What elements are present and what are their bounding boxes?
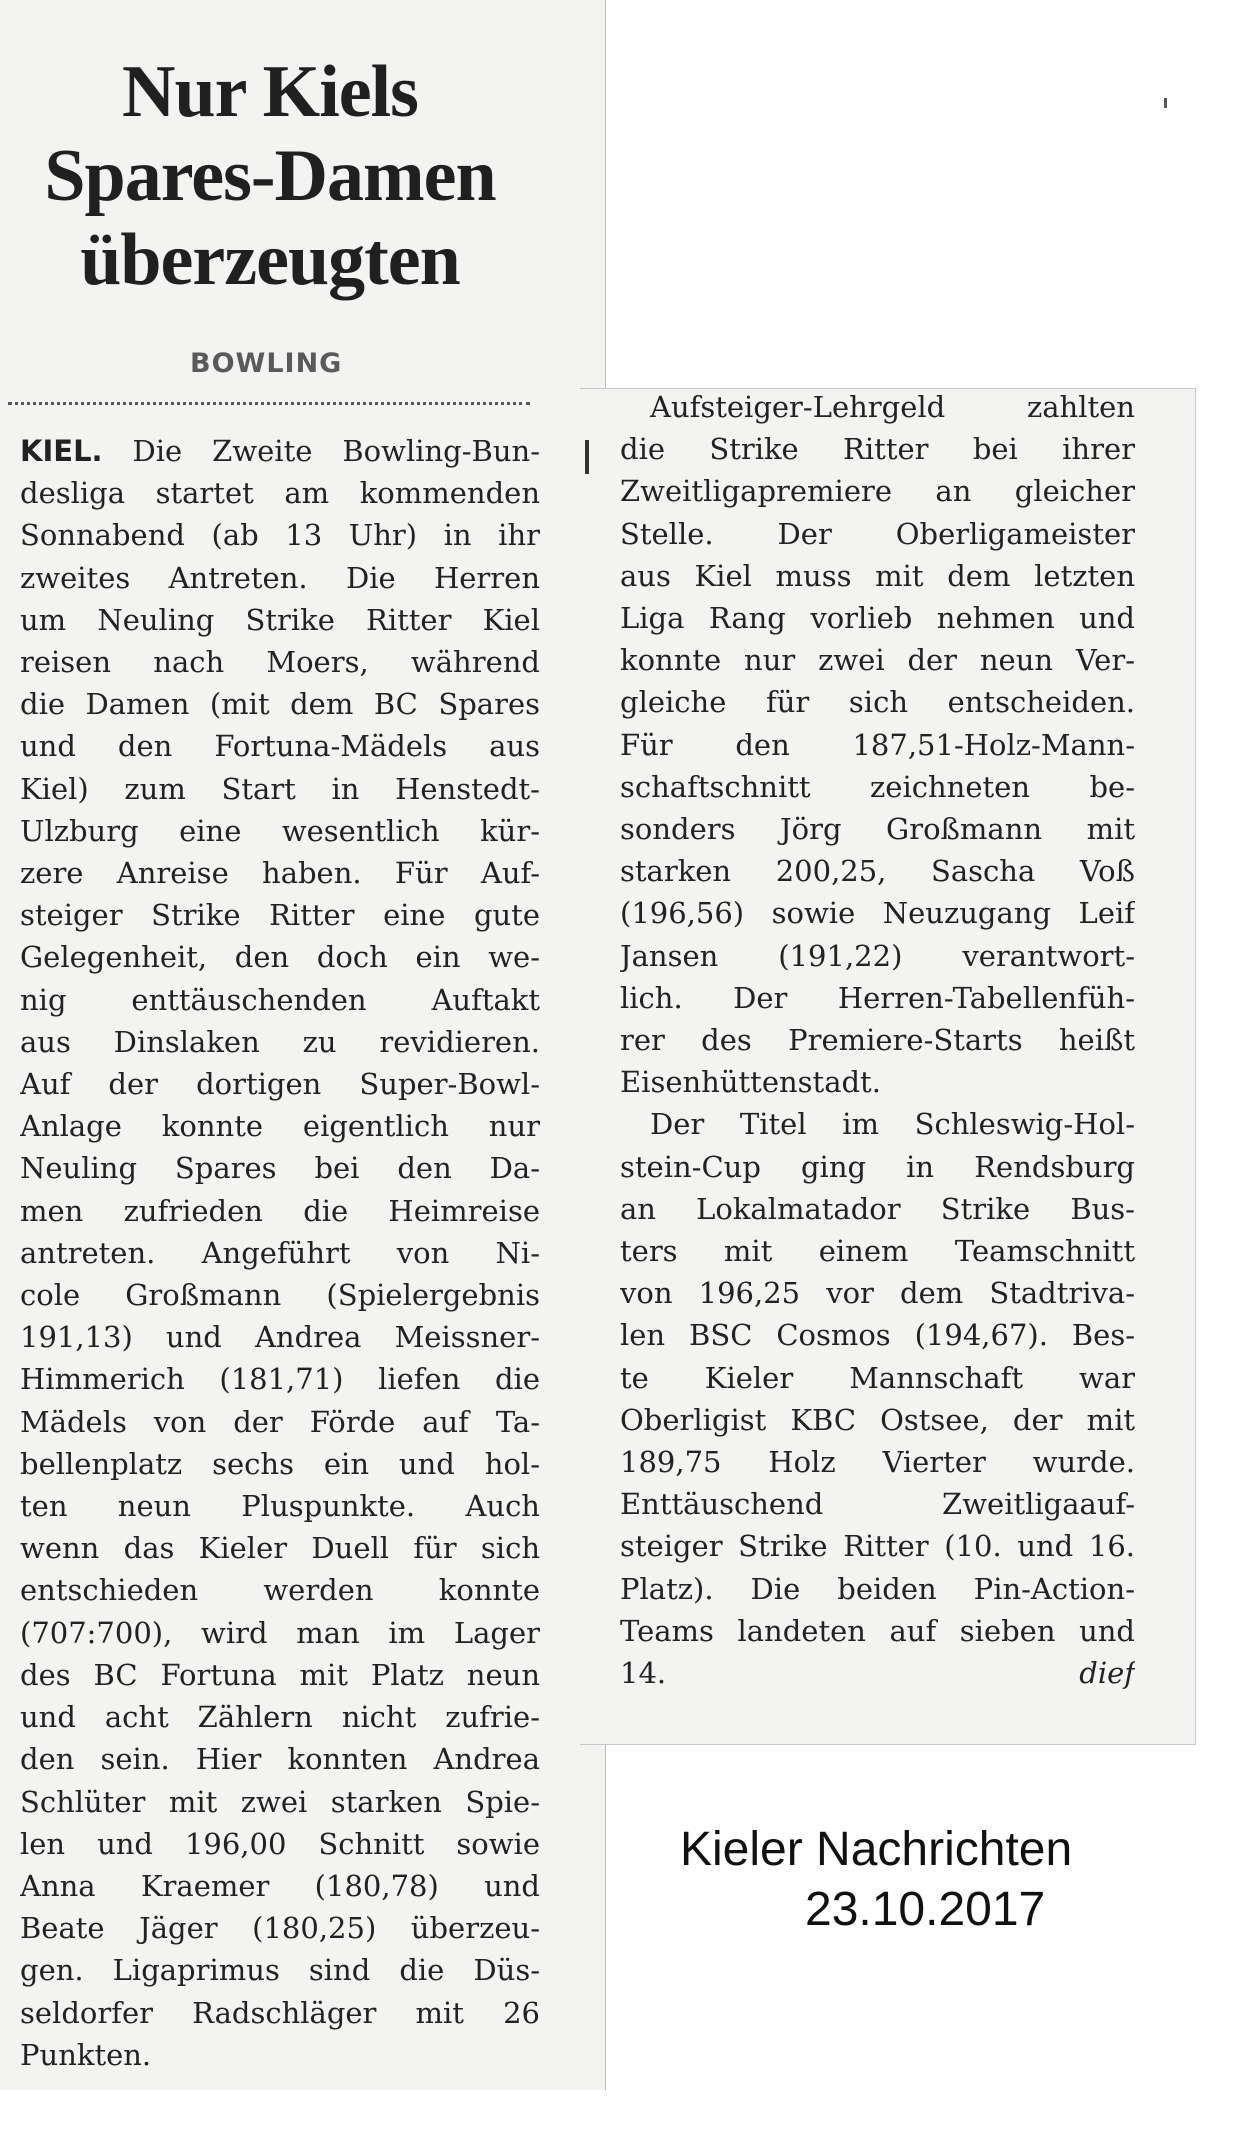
article-line: von 196,25 vor dem Stadtriva- [620,1276,1135,1311]
source-note [680,1820,1072,1940]
article-line: des BC Fortuna mit Platz neun [20,1657,540,1692]
article-line: und den Fortuna-Mädels aus [20,729,540,764]
article-line: starken 200,25, Sascha Voß [620,854,1135,889]
headline-line: Spares-Damen [44,135,496,217]
article-line: Auf der dortigen Super-Bowl- [20,1067,540,1102]
article-line: Schlüter mit zwei starken Spie- [20,1784,540,1819]
margin-mark [585,440,589,474]
article-line: Mädels von der Förde auf Ta- [20,1404,540,1439]
dateline: KIEL. [20,434,103,468]
article-line: (196,56) sowie Neuzugang Leif [620,896,1135,931]
article-line: Kiel) zum Start in Henstedt- [20,771,540,806]
article-line: Gelegenheit, den doch ein we- [20,940,540,975]
article-line: gleiche für sich entscheiden. [620,685,1135,720]
article-line: die Strike Ritter bei ihrer [620,432,1135,467]
article-line: 189,75 Holz Vierter wurde. [620,1445,1135,1480]
article-line: Zweitligapremiere an gleicher [620,474,1135,509]
article-line: len und 196,00 Schnitt sowie [20,1826,540,1861]
article-line: 191,13) und Andrea Meissner- [20,1320,540,1355]
section-kicker: BOWLING [190,348,343,379]
article-line: reisen nach Moers, während [20,645,540,680]
article-line: aus Dinslaken zu revidieren. [20,1024,540,1059]
article-line: Der Titel im Schleswig-Hol- [650,1107,1135,1142]
article-line: (707:700), wird man im Lager [20,1615,540,1650]
article-line: ten neun Pluspunkte. Auch [20,1489,540,1524]
article-line: Teams landeten auf sieben und [620,1613,1135,1648]
article-line: die Damen (mit dem BC Spares [20,687,540,722]
article-line: Eisenhüttenstadt. [620,1065,881,1100]
article-line: len BSC Cosmos (194,67). Bes- [620,1318,1135,1353]
dotted-divider [8,402,530,405]
article-line: antreten. Angeführt von Ni- [20,1235,540,1270]
article-line: entschieden werden konnte [20,1573,540,1608]
article-line: Stelle. Der Oberligameister [620,516,1135,551]
article-line: Ulzburg eine wesentlich kür- [20,813,540,848]
scan-speck [1164,98,1167,108]
article-line: Anna Kraemer (180,78) und [20,1868,540,1903]
article-line-text: 14. [620,1656,667,1691]
article-line: men zufrieden die Heimreise [20,1193,540,1228]
article-line: Enttäuschend Zweitligaauf- [620,1487,1135,1522]
article-line: te Kieler Mannschaft war [620,1360,1135,1395]
article-column-left [20,430,540,2076]
article-column-right [620,386,1135,1694]
article-line: steiger Strike Ritter eine gute [20,898,540,933]
article-line: Platz). Die beiden Pin-Action- [620,1571,1135,1606]
article-line: wenn das Kieler Duell für sich [20,1531,540,1566]
article-line: stein-Cup ging in Rendsburg [620,1149,1135,1184]
article-line: Himmerich (181,71) liefen die [20,1362,540,1397]
article-line: Neuling Spares bei den Da- [20,1151,540,1186]
article-line: bellenplatz sechs ein und hol- [20,1446,540,1481]
article-line: um Neuling Strike Ritter Kiel [20,602,540,637]
article-line: den sein. Hier konnten Andrea [20,1742,540,1777]
article-line: lich. Der Herren-Tabellenfüh- [620,980,1135,1015]
article-line: aus Kiel muss mit dem letzten [620,558,1135,593]
article-line: Beate Jäger (180,25) überzeu- [20,1911,540,1946]
headline [0,50,540,302]
article-line: desliga startet am kommenden [20,476,540,511]
article-line: an Lokalmatador Strike Bus- [620,1191,1135,1226]
article-line: schaftschnitt zeichneten be- [620,769,1135,804]
article-line: Punkten. [20,2037,152,2072]
author-initials: dief [1079,1656,1135,1691]
article-line: ters mit einem Teamschnitt [620,1234,1135,1269]
article-line: konnte nur zwei der neun Ver- [620,643,1135,678]
article-line: cole Großmann (Spielergebnis [20,1278,540,1313]
headline-line: Nur Kiels [122,51,418,133]
article-line: zweites Antreten. Die Herren [20,560,540,595]
article-line: Für den 187,51-Holz-Mann- [620,727,1135,762]
article-line: zere Anreise haben. Für Auf- [20,856,540,891]
article-line: seldorfer Radschläger mit 26 [20,1995,540,2030]
article-line: steiger Strike Ritter (10. und 16. [620,1529,1135,1564]
article-line: Liga Rang vorlieb nehmen und [620,601,1135,636]
article-line-text: Die Zweite Bowling-Bun- [102,434,540,468]
article-line: sonders Jörg Großmann mit [620,812,1135,847]
article-line: und acht Zählern nicht zufrie- [20,1700,540,1735]
article-line: nig enttäuschenden Auftakt [20,982,540,1017]
headline-line: überzeugten [80,219,460,301]
article-line: Sonnabend (ab 13 Uhr) in ihr [20,518,540,553]
article-line: gen. Ligaprimus sind die Düs- [20,1953,540,1988]
article-line: Jansen (191,22) verantwort- [620,938,1135,973]
article-line: Oberligist KBC Ostsee, der mit [620,1402,1135,1437]
publication-name: Kieler Nachrichten [680,1823,1073,1876]
article-line: rer des Premiere-Starts heißt [620,1023,1135,1058]
publication-date: 23.10.2017 [805,1883,1046,1936]
article-line: Aufsteiger-Lehrgeld zahlten [650,390,1135,424]
article-line [20,430,540,472]
article-line [620,1652,1135,1694]
article-line: Anlage konnte eigentlich nur [20,1109,540,1144]
